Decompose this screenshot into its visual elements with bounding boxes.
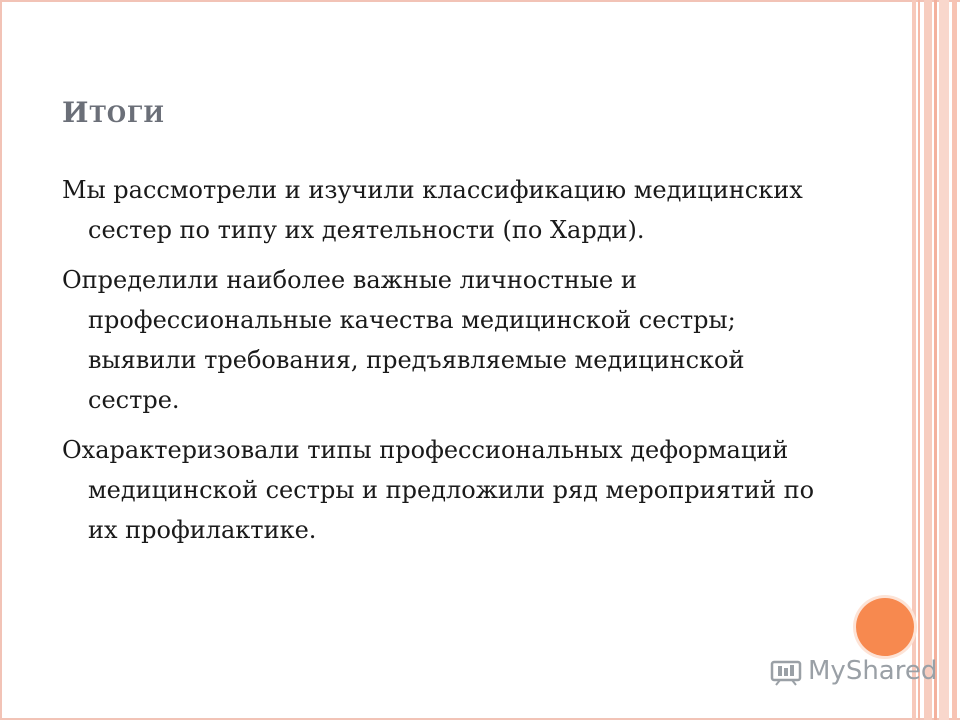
paragraph-3: Охарактеризовали типы профессиональных деформаций медицинской сестры и предложили ряд мероприятий по их профилактике. xyxy=(62,436,815,544)
title-rest: ТОГИ xyxy=(89,102,165,128)
stripe xyxy=(918,0,920,720)
paragraph-1: Мы рассмотрели и изучили классификацию медицинских сестер по типу их деятельности (по Харди). xyxy=(62,176,803,244)
stripe xyxy=(939,0,949,720)
projector-icon xyxy=(770,656,804,686)
title-capital: И xyxy=(62,96,90,129)
stripe xyxy=(952,0,957,720)
frame-border-left xyxy=(0,0,2,720)
watermark-text: MyShared xyxy=(808,656,938,686)
accent-circle xyxy=(856,598,914,656)
frame-border-top xyxy=(0,0,960,2)
paragraph-2: Определили наиболее важные личностные и профессиональные качества медицинской сестры; выявили требования, предъявляемые медицинской сестре. xyxy=(62,266,745,414)
decorative-stripes xyxy=(912,0,960,720)
stripe xyxy=(924,0,932,720)
stripe xyxy=(934,0,937,720)
slide-title xyxy=(62,96,165,129)
slide-body xyxy=(62,170,842,560)
watermark-logo xyxy=(770,656,937,686)
stripe xyxy=(912,0,916,720)
